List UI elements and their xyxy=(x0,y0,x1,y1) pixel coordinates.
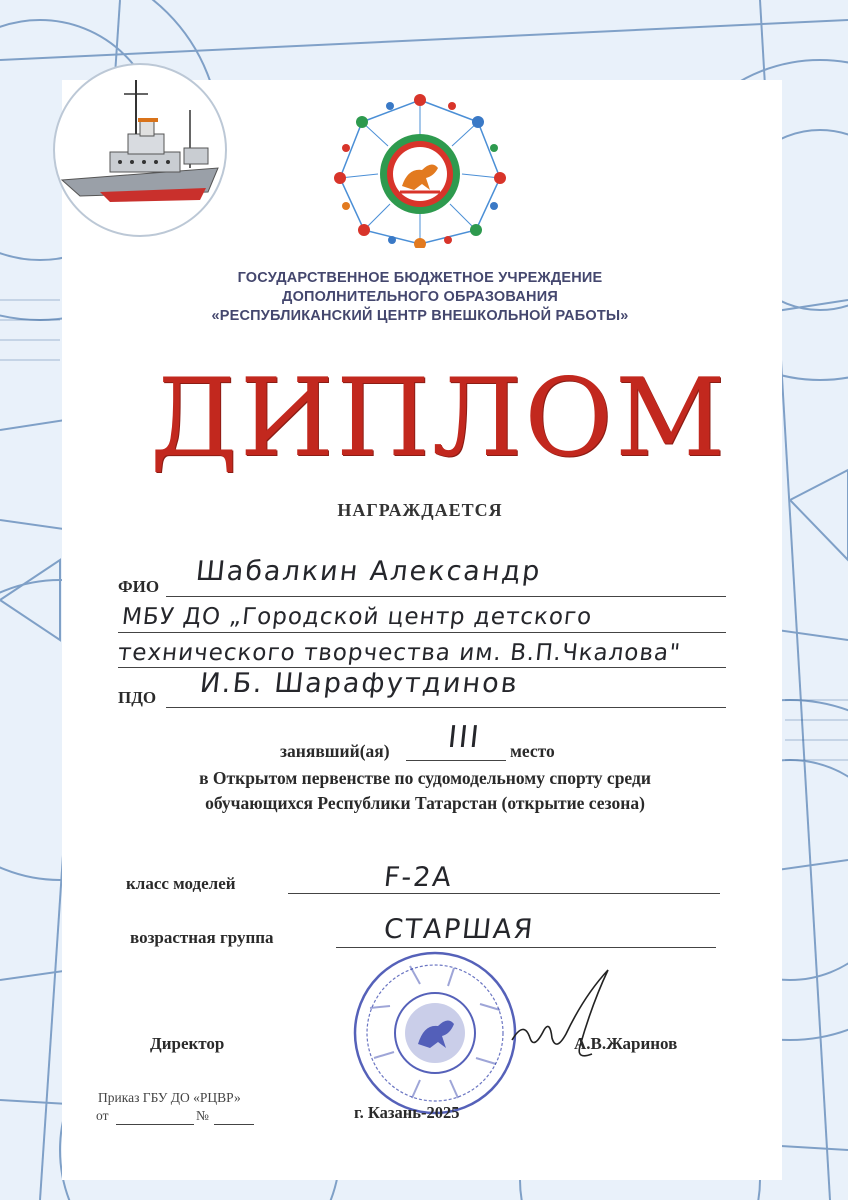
institution-line-1: МБУ ДО „Городской центр детского xyxy=(120,604,594,630)
emblem-logo xyxy=(330,88,510,248)
fio-underline xyxy=(166,596,726,597)
institution-line-2: технического творчества им. В.П.Чкалова" xyxy=(116,640,683,666)
order-from-label: от xyxy=(96,1108,109,1123)
ship-emblem xyxy=(40,60,240,240)
institution-underline-1 xyxy=(118,632,726,633)
place-prefix: занявший(ая) xyxy=(280,741,390,761)
order-label: Приказ ГБУ ДО «РЦВР» xyxy=(98,1090,241,1105)
order-number-underline xyxy=(214,1124,254,1125)
model-class-label: класс моделей xyxy=(126,874,236,893)
tatarstan-coat-of-arms-icon xyxy=(380,134,460,214)
competition-line-1: в Открытом первенстве по судомодельному спорту среди xyxy=(199,768,651,788)
round-stamp xyxy=(350,948,520,1118)
director-name: А.В.Жаринов xyxy=(574,1034,678,1053)
diploma-title: ДИПЛОМ xyxy=(150,356,728,481)
model-class-value: F-2A xyxy=(382,862,455,893)
place-underline xyxy=(406,760,506,761)
director-label: Директор xyxy=(150,1034,225,1053)
organization-line-3: «РЕСПУБЛИКАНСКИЙ ЦЕНТР ВНЕШКОЛЬНОЙ РАБОТЫ» xyxy=(211,308,629,324)
organization-line-1: ГОСУДАРСТВЕННОЕ БЮДЖЕТНОЕ УЧРЕЖДЕНИЕ xyxy=(237,270,603,286)
place-suffix: место xyxy=(510,741,555,761)
fio-label: ФИО xyxy=(118,577,160,596)
model-class-underline xyxy=(288,893,720,894)
competition-line-2: обучающихся Республики Татарстан (открытие сезона) xyxy=(205,793,645,813)
order-date-underline xyxy=(116,1124,194,1125)
pdo-label: ПДО xyxy=(118,688,157,707)
age-group-value: СТАРШАЯ xyxy=(382,914,536,945)
order-number-label: № xyxy=(196,1108,209,1123)
pdo-value: И.Б. Шарафутдинов xyxy=(198,668,521,699)
city-year: г. Казань-2025 xyxy=(354,1103,460,1122)
pdo-underline xyxy=(166,707,726,708)
fio-value: Шабалкин Александр xyxy=(194,556,544,587)
organization-line-2: ДОПОЛНИТЕЛЬНОГО ОБРАЗОВАНИЯ xyxy=(282,289,558,305)
age-group-label: возрастная группа xyxy=(130,928,274,947)
awarded-label: НАГРАЖДАЕТСЯ xyxy=(337,500,503,520)
place-value: III xyxy=(446,720,483,755)
